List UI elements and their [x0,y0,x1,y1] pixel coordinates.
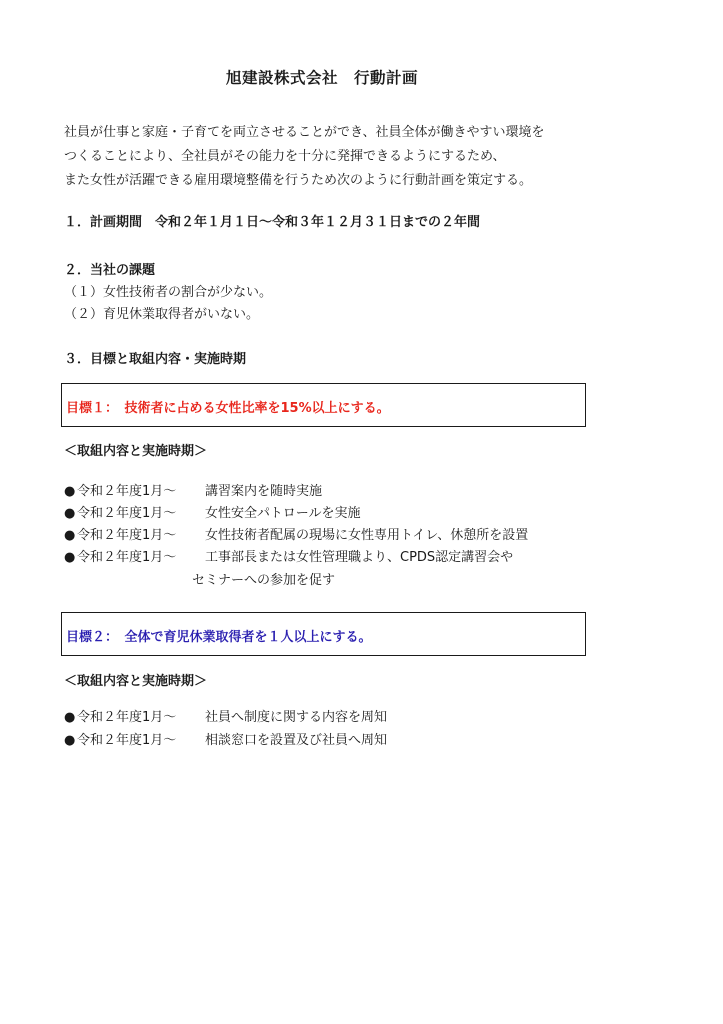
goal2-bullet-2 [64,729,387,748]
page-title: 旭建設株式会社 行動計画 [226,69,419,87]
goal2-box [61,612,586,656]
goal1-subheading: ＜取組内容と実施時期＞ [64,444,208,459]
intro-line-2: つくることにより、全社員がその能力を十分に発揮できるようにするため、 [64,149,506,164]
issue-item-2: （２）育児休業取得者がいない。 [64,307,260,322]
bullet-date: 令和２年度1月〜 [77,550,177,565]
goal1-bullet-4 [64,546,513,565]
goal2-label: 目標２： 全体で育児休業取得者を１人以上にする。 [66,630,372,645]
bullet-text: 工事部長または女性管理職より、CPDS認定講習会や [205,550,514,565]
bullet-date: 令和２年度1月〜 [77,710,177,725]
issue-item-1: （１）女性技術者の割合が少ない。 [64,285,273,300]
bullet-date: 令和２年度1月〜 [77,528,177,543]
section2-heading: ２．当社の課題 [64,263,156,278]
bullet-dot: ● [64,733,76,748]
bullet-dot: ● [64,484,76,499]
bullet-dot: ● [64,710,76,725]
intro-line-3: また女性が活躍できる雇用環境整備を行うため次のように行動計画を策定する。 [64,173,533,188]
bullet-dot: ● [64,550,76,565]
bullet-date: 令和２年度1月〜 [77,484,177,499]
bullet-dot: ● [64,528,76,543]
goal2-bullet-1 [64,706,387,725]
bullet-dot: ● [64,506,76,521]
bullet-text: 女性技術者配属の現場に女性専用トイレ、休憩所を設置 [205,528,529,543]
goal1-bullet-4-continuation: セミナーへの参加を促す [192,573,336,588]
bullet-date: 令和２年度1月〜 [77,506,177,521]
goal1-bullet-1 [64,480,322,499]
bullet-text: 社員へ制度に関する内容を周知 [205,710,388,725]
goal1-label: 目標１： 技術者に占める女性比率を15%以上にする。 [66,401,390,416]
goal1-bullet-2 [64,502,360,521]
section3-heading: ３．目標と取組内容・実施時期 [64,352,247,367]
bullet-text: 講習案内を随時実施 [205,484,323,499]
goal1-bullet-3 [64,524,528,543]
bullet-text: 相談窓口を設置及び社員へ周知 [205,733,388,748]
bullet-text: 女性安全パトロールを実施 [205,506,361,521]
intro-line-1: 社員が仕事と家庭・子育てを両立させることができ、社員全体が働きやすい環境を [64,125,545,140]
section1-heading: １．計画期間 令和２年１月１日〜令和３年１２月３１日までの２年間 [64,215,481,230]
bullet-date: 令和２年度1月〜 [77,733,177,748]
goal2-subheading: ＜取組内容と実施時期＞ [64,674,208,689]
goal1-box [61,383,586,427]
